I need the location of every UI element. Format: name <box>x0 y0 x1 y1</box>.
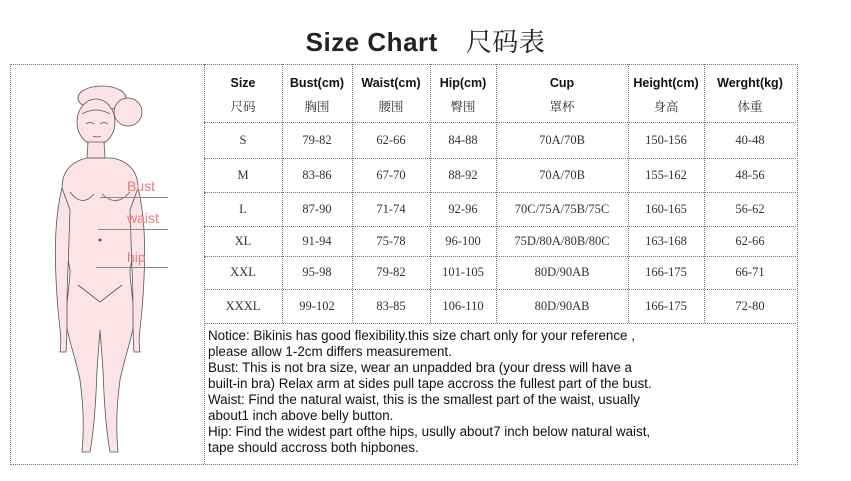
table-cell: 62-66 <box>376 132 406 147</box>
table-cell: 79-82 <box>376 265 406 279</box>
table-row-divider <box>204 323 796 324</box>
table-cell: 40-48 <box>735 132 765 147</box>
table-cell: 106-110 <box>442 298 484 313</box>
title-english: Size Chart <box>305 27 438 57</box>
note-line: built-in bra) Relax arm at sides pull tape accross the fullest part of the bust. <box>208 376 652 391</box>
note-line: please allow 1-2cm differs measurement. <box>208 344 452 359</box>
hip-label: hip <box>127 249 146 265</box>
table-header-en: Werght(kg) <box>717 76 783 90</box>
table-cell: 160-165 <box>645 201 687 216</box>
table-cell: 101-105 <box>442 265 484 279</box>
table-cell: 166-175 <box>645 265 687 279</box>
table-cell: 95-98 <box>302 265 332 279</box>
table-header-en: Waist(cm) <box>361 76 421 90</box>
table-header-cn: 腰围 <box>378 100 404 114</box>
table-cell: 99-102 <box>299 298 335 313</box>
waist-label: waist <box>127 210 159 226</box>
table-header-cn: 臀围 <box>450 100 476 114</box>
table-cell: 56-62 <box>735 201 765 216</box>
table-cell: S <box>239 132 247 147</box>
table-cell: XXL <box>230 265 256 279</box>
waist-pointer <box>98 229 168 230</box>
body-figure-icon <box>40 80 160 460</box>
table-cell: 75D/80A/80B/80C <box>514 233 610 248</box>
chart-title <box>0 22 851 59</box>
table-header-cn: 尺码 <box>230 100 256 114</box>
table-cell: 79-82 <box>302 132 332 147</box>
table-cell: 48-56 <box>735 167 765 182</box>
table-cell: 96-100 <box>445 233 481 248</box>
note-line: about1 inch above belly button. <box>208 408 394 423</box>
table-cell: 70A/70B <box>539 132 585 147</box>
table-cell: 72-80 <box>735 298 765 313</box>
bust-label: Bust <box>127 178 156 194</box>
table-cell: 66-71 <box>735 265 765 279</box>
table-cell: 70A/70B <box>539 167 585 182</box>
note-line: Hip: Find the widest part ofthe hips, usully about7 inch below natural waist, <box>208 424 651 439</box>
table-header-en: Hip(cm) <box>439 76 487 90</box>
table-cell: 80D/90AB <box>534 298 590 313</box>
table-cell: 150-156 <box>645 132 687 147</box>
table-cell: 92-96 <box>448 201 478 216</box>
note-line: Bust: This is not bra size, wear an unpadded bra (your dress will have a <box>208 360 633 375</box>
note-line: Notice: Bikinis has good flexibility.this size chart only for your reference , <box>208 328 635 343</box>
table-cell: 70C/75A/75B/75C <box>514 201 610 216</box>
note-line: tape should accross both hipbones. <box>208 440 419 455</box>
table-cell: 62-66 <box>735 233 765 248</box>
table-cell: 80D/90AB <box>534 265 590 279</box>
table-cell: 75-78 <box>376 233 406 248</box>
measurement-notes <box>208 328 798 456</box>
table-cell: L <box>239 201 247 216</box>
table-header-cn: 身高 <box>653 100 679 114</box>
table-cell: XXXL <box>225 298 261 313</box>
note-line: Waist: Find the natural waist, this is the smallest part of the waist, usually <box>208 392 640 407</box>
table-cell: 67-70 <box>376 167 406 182</box>
hip-pointer <box>96 267 168 268</box>
bust-pointer <box>100 197 168 198</box>
table-cell: 71-74 <box>376 201 406 216</box>
table-cell: 163-168 <box>645 233 687 248</box>
table-header-en: Cup <box>549 76 575 90</box>
table-cell: 91-94 <box>302 233 332 248</box>
table-cell: 83-86 <box>302 167 332 182</box>
table-header-en: Bust(cm) <box>289 76 345 90</box>
table-cell: 83-85 <box>376 298 406 313</box>
table-header-cn: 胸围 <box>304 100 330 114</box>
table-cell: 88-92 <box>448 167 478 182</box>
table-cell: XL <box>234 233 252 248</box>
title-chinese: 尺码表 <box>465 28 546 58</box>
table-cell: 155-162 <box>645 167 687 182</box>
table-cell: 84-88 <box>448 132 478 147</box>
table-header-cn: 罩杯 <box>549 100 575 114</box>
table-cell: M <box>237 167 249 182</box>
table-cell: 166-175 <box>645 298 687 313</box>
table-header-en: Height(cm) <box>633 76 699 90</box>
table-header-cn: 体重 <box>737 100 763 114</box>
table-cell: 87-90 <box>302 201 332 216</box>
table-header-en: Size <box>230 76 256 90</box>
